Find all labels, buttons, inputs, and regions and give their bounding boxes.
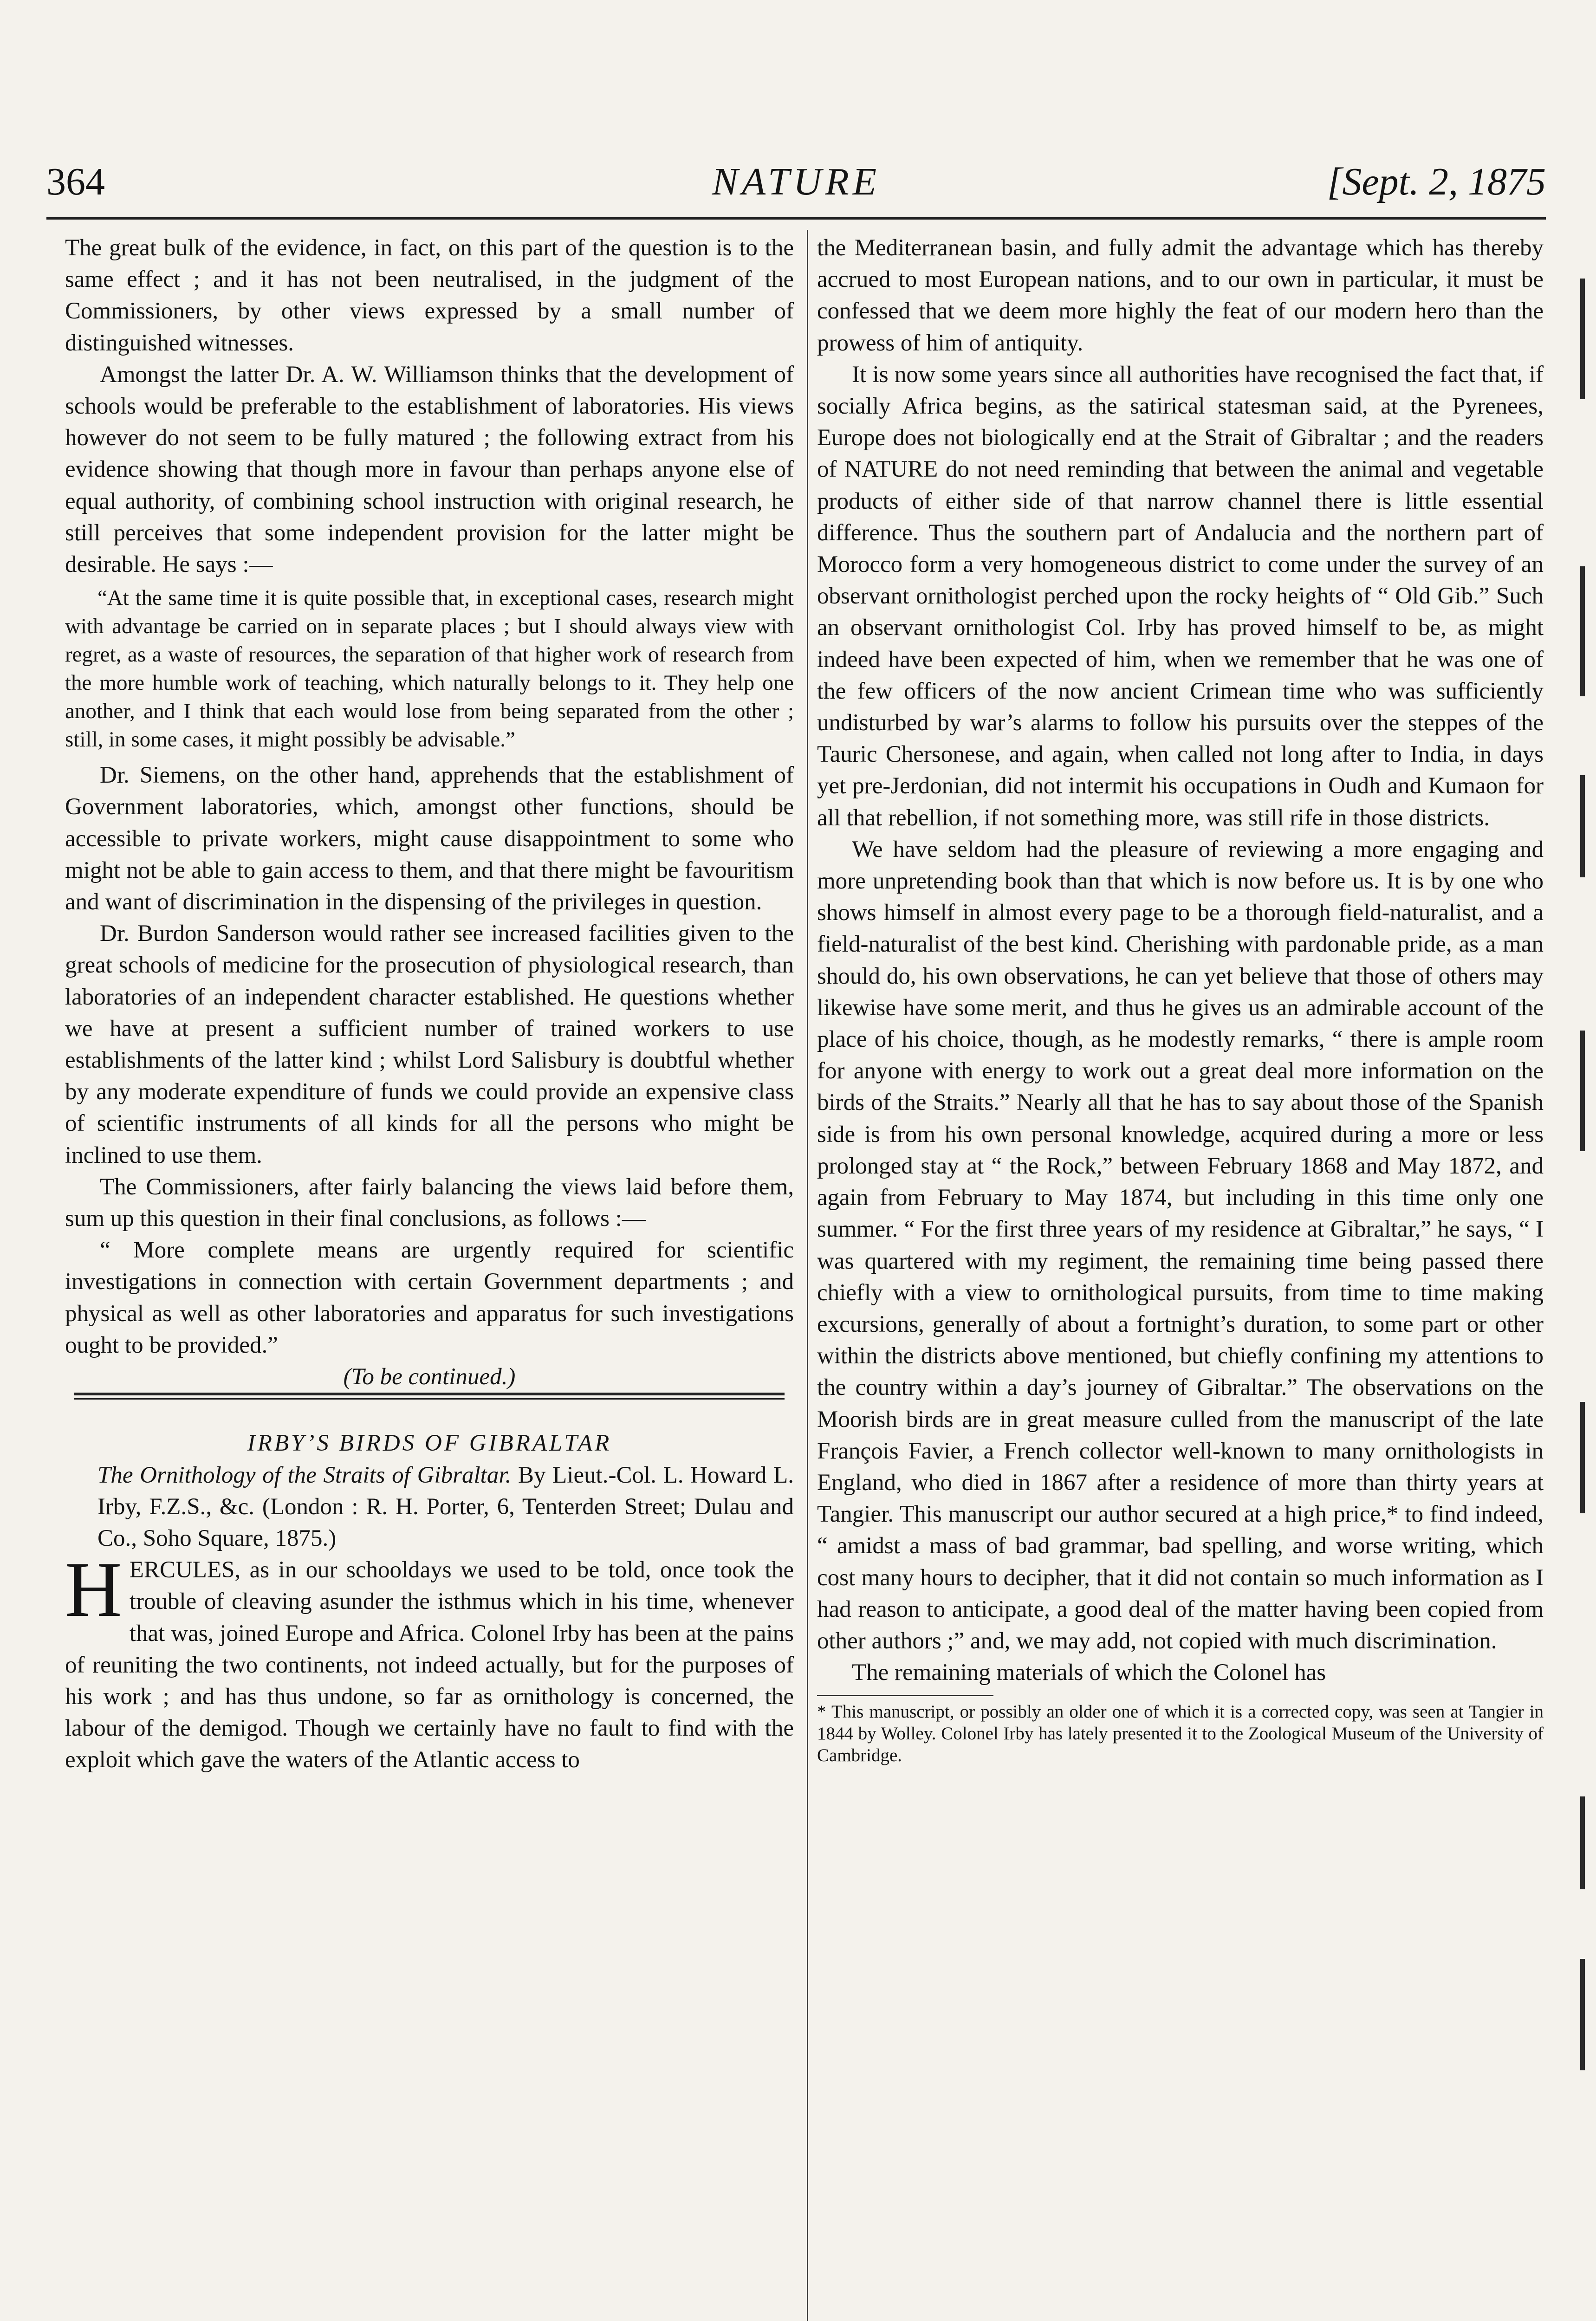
paragraph: Dr. Siemens, on the other hand, apprehends that the establishment of Government laboratories, which, amongst other functions, should be accessible to private workers, might cause disappointment to some who might not be able to gain access to them, and that there might be favouritism and want of discrimination in the dispensing of the privileges in question. — [65, 762, 794, 915]
scan-mark — [1580, 1796, 1585, 1889]
scan-mark — [1580, 1031, 1585, 1151]
paragraph: We have seldom had the pleasure of reviewing a more engaging and more unpretending book than that which is now before us. It is by one who shows himself in almost every page to be a thorough field-naturalist, and a field-naturalist of the best kind. Cherishing with pardonable pride, as a man should do, his own observations, he can yet believe that those of others may likewise have some merit, and thus he gives us an admirable account of the place of his choice, though, as he modestly remarks, “ there is ample room for anyone with energy to work out a great deal more information on the birds of the Straits.” Nearly all that he has to say about those of the Spanish side is from his own personal knowledge, acquired during a more or less prolonged stay at “ the Rock,” between February 1868 and May 1872, and again from February to May 1874, but including in this time only one summer. “ For the first three years of my residence at Gibraltar,” he says, “ I was quartered with my regiment, the remaining time being passed there chiefly with a view to ornithological pursuits, from time to time making excursions, generally of about a fortnight’s duration, to some part or other within the districts above mentioned, but chiefly confining my attentions to the country within a day’s journey of Gibraltar.” The observations on the Moorish birds are in great measure culled from the manuscript of the late François Favier, a French collector well-known to many ornithologists in England, who died in 1867 after a residence of more than thirty years at Tangier. This manuscript our author secured at a high price,* to find indeed, “ amidst a mass of bad grammar, bad spelling, and worse writing, which cost many hours to decipher, that it did not contain so much information as I had reason to anticipate, a good deal of the matter having been copied from other authors ;” and, we may add, not copied with much discrimination. — [817, 836, 1544, 1654]
left-column — [65, 232, 794, 1776]
issue-date: [Sept. 2, 1875 — [1327, 160, 1546, 203]
book-title: The Ornithology of the Straits of Gibraltar. — [97, 1462, 512, 1488]
book-reference — [65, 1459, 794, 1555]
paragraph: The great bulk of the evidence, in fact, on this part of the question is to the same effect ; and it has not been neutralised, in the judgment of the Commissioners, by other views expressed by a small number of distinguished witnesses. — [65, 235, 794, 356]
paragraph: the Mediterranean basin, and fully admit the advantage which has thereby accrued to most European nations, and to our own in particular, it must be confessed that we deem more highly the feat of our modern hero than the prowess of him of antiquity. — [817, 235, 1544, 356]
paragraph: The remaining materials of which the Colonel has — [852, 1660, 1326, 1686]
header-rule — [46, 217, 1546, 220]
paragraph: It is now some years since all authorities have recognised the fact that, if socially Africa begins, as the satirical statesman said, at the Pyrenees, Europe does not biologically end at the Strait of Gibraltar ; and the readers of NATURE do not need reminding that between the animal and vegetable products of either side of that narrow channel there is little essential difference. Thus the southern part of Andalucia and the northern part of Morocco form a very homogeneous district to come under the survey of an observant ornithologist perched upon the rocky heights of “ Old Gib.” Such an observant ornithologist Col. Irby has proved himself to be, as might indeed have been expected of him, when we remember that he was one of the few officers of the now ancient Crimean time who was sufficiently undisturbed by war’s alarms to follow his pursuits over the steppes of the Tauric Chersonese, and again, when called not long after to India, in days yet pre-Jerdonian, did not intermit his occupations in Oudh and Kumaon for all that rebellion, if not something more, was still rife in those districts. — [817, 361, 1544, 831]
paragraph: The Commissioners, after fairly balancing the views laid before them, sum up this question in their final conclusions, as follows :— — [65, 1173, 794, 1232]
footnote-rule — [817, 1695, 993, 1696]
paragraph: Dr. Burdon Sanderson would rather see increased facilities given to the great schools of medicine for the prosecution of physiological research, than laboratories of an independent character established. He questions whether we have at present a sufficient number of trained workers to use establishments of the latter kind ; whilst Lord Salisbury is doubtful whether by any moderate expenditure of funds we could provide an expensive class of scientific instruments of all kinds for all the persons who might be inclined to use them. — [65, 921, 794, 1168]
paragraph: Amongst the latter Dr. A. W. Williamson thinks that the development of schools would be preferable to the establishment of laboratories. His views however do not seem to be fully matured ; the following extract from his evidence showing that though more in favour than perhaps anyone else of equal authority, of combining school instruction with original research, he still perceives that some independent provision for the latter might be desirable. He says :— — [65, 361, 794, 578]
journal-title: NATURE — [712, 160, 881, 203]
column-divider — [807, 230, 808, 2321]
quote-williamson: “At the same time it is quite possible that, in exceptional cases, research might with advantage be carried on in separate places ; but I should always view with regret, as a waste of resources, the separation of that higher work of research from the more humble work of teaching, which naturally belongs to it. They help one another, and I think that each would lose from being separated from the other ; still, in some cases, it might possibly be advisable.” — [65, 586, 794, 752]
review-text: ERCULES, as in our schooldays we used to be told, once took the trouble of cleaving asunder the isthmus which in his time, whenever that was, joined Europe and Africa. Colonel Irby has been at the pains of reuniting the two continents, not indeed actually, but for the purposes of his work ; and has thus undone, so far as ornithology is concerned, the labour of the demigod. Though we certainly have no fault to find with the exploit which gave the waters of the Atlantic access to — [65, 1557, 794, 1773]
section-divider — [74, 1393, 785, 1400]
drop-cap: H — [65, 1546, 122, 1634]
scan-mark — [1580, 279, 1585, 399]
scan-mark — [1580, 1959, 1585, 2070]
scan-mark — [1580, 1402, 1585, 1513]
to-be-continued: (To be continued.) — [343, 1364, 516, 1390]
scan-mark — [1580, 566, 1585, 696]
page-header — [46, 153, 1546, 214]
book-details: By Lieut.-Col. L. Howard L. Irby, F.Z.S., &c. (London : R. H. Porter, 6, Tenterden Street; Dulau and Co., Soho Square, 1875.) — [97, 1462, 794, 1551]
scan-edge-marks — [1566, 241, 1585, 2284]
page-number: 364 — [46, 160, 105, 203]
right-column — [817, 232, 1544, 1766]
quote-commissioners: “ More complete means are urgently required for scientific investigations in connection with certain Government departments ; and physical as well as other laboratories and apparatus for such investigations ought to be provided.” — [65, 1237, 794, 1358]
section-title: IRBY’S BIRDS OF GIBRALTAR — [247, 1430, 612, 1457]
footnote: * This manuscript, or possibly an older one of which it is a corrected copy, was seen at Tangier in 1844 by Wolley. Colonel Irby has lately presented it to the Zoological Museum of the University of Cambridge. — [817, 1702, 1544, 1766]
review-opening — [65, 1546, 794, 1776]
scan-mark — [1580, 775, 1585, 877]
